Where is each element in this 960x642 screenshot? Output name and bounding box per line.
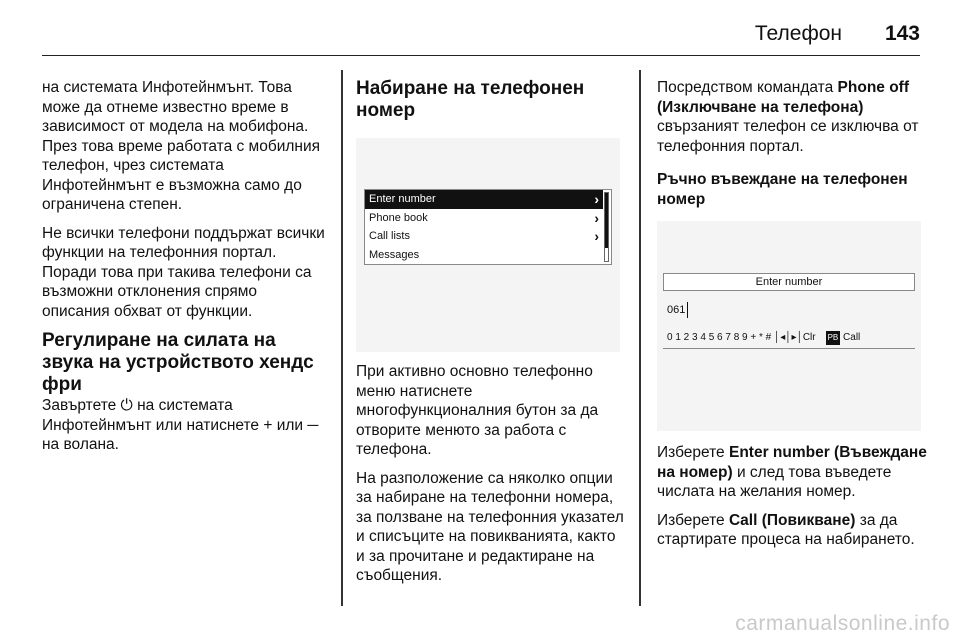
column-3 [657, 78, 927, 559]
section-heading: Ръчно въвеждане на телефонен номер [657, 171, 908, 208]
paragraph: Изберете Call (Повикване) за да стартирате процеса на набирането. [657, 511, 915, 548]
paragraph: Изберете Enter number (Въвеждане на номер) и след това въведете числата на желания номер. [657, 444, 927, 500]
number-keypad[interactable]: 0 1 2 3 4 5 6 7 8 9 + * # │◂│▸│Clr PB Call [667, 332, 861, 343]
screen-title: Enter number [663, 273, 915, 291]
paragraph: При активно основно телефонно меню натиснете многофункционалния бутон за да отворите менюто за работа с телефона. [356, 363, 599, 458]
menu-scrollbar[interactable] [604, 192, 609, 262]
menu-item-enter-number[interactable]: Enter number › [365, 190, 603, 209]
menu-item-call-lists[interactable]: Call lists › [369, 228, 599, 244]
page-number: 143 [884, 22, 920, 45]
chevron-right-icon: › [594, 209, 599, 226]
phone-menu-screenshot [356, 138, 620, 352]
chevron-right-icon: › [594, 191, 599, 207]
text-cursor [687, 302, 688, 318]
page-header [42, 14, 920, 56]
phone-menu [364, 189, 612, 265]
divider [663, 348, 915, 349]
section-heading: Регулиране на силата на звука на устройството хендс фри [42, 330, 314, 395]
enter-number-screenshot [657, 221, 921, 431]
paragraph: на системата Инфотейнмънт. Това може да отнеме известно време в зависимост от модела на мобифона. През това време работата с мобилния телефон, чрез системата Инфотейнмънт е възможна само до ограничена степен. [42, 79, 321, 213]
watermark: carmanualsonline.info [735, 612, 950, 635]
number-entry-field[interactable]: 061 [663, 297, 915, 323]
paragraph: Посредством командата Phone off (Изключване на телефона) свързаният телефон се изключва от телефонния портал. [657, 79, 919, 155]
section-heading: Набиране на телефонен номер [356, 78, 585, 121]
column-divider-1 [341, 70, 343, 606]
paragraph: Не всички телефони поддържат всички функции на телефонния портал. Поради това при такива телефони са възможни отклонения спрямо описания обхват от функции. [42, 224, 325, 320]
paragraph: На разположение са няколко опции за набиране на телефонни номера, за ползване на телефонния указател и списъците на повикванията, както и за прочитане и редактиране на съобщения. [356, 469, 624, 584]
menu-item-phone-book[interactable]: Phone book › [369, 209, 599, 226]
phonebook-icon[interactable]: PB [826, 331, 841, 345]
chevron-right-icon: › [594, 228, 599, 244]
header-title: Телефон [754, 22, 842, 45]
column-divider-2 [639, 70, 641, 606]
column-2 [356, 78, 628, 595]
menu-item-messages[interactable]: Messages [369, 248, 420, 261]
column-1 [42, 78, 326, 464]
call-key[interactable]: Call [843, 332, 861, 343]
paragraph: Завъртете ⏻ на системата Инфотейнмънт или натиснете + или ─ на волана. [42, 397, 319, 453]
